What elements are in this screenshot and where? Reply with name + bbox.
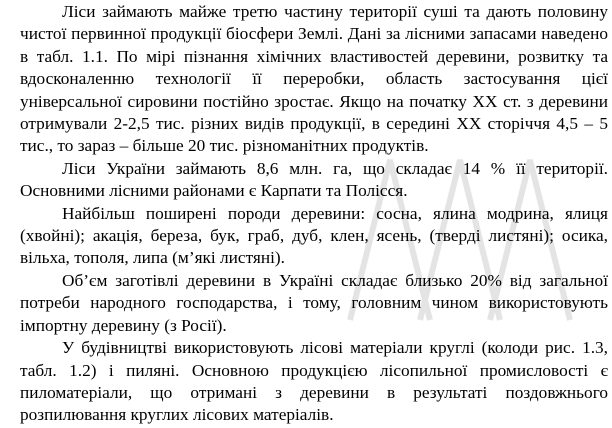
paragraph-harvest-volume: Об’єм заготівлі деревини в Україні складає близько 20% від загальної потреби народного господарства, і тому, головним чином використовують імпортну деревину (з Росії). <box>20 270 608 335</box>
document-body <box>20 1 608 427</box>
paragraph-construction-use: У будівництві використовують лісові матеріали круглі (колоди рис. 1.3, табл. 1.2) і пиляні. Основною продукцією лісопильної промисловості є пиломатеріали, що отримані з деревини в результаті поздовжнього розпилювання круглих лісових матеріалів. <box>20 338 608 425</box>
paragraph-forests-overview: Ліси займають майже третю частину території суші та дають половину чистої первинної продукції біосфери Землі. Дані за лісними запасами наведено в табл. 1.1. По мірі пізнання хімічних властивостей деревини, розвитку та вдосконаленню технології її переробки, область застосування цієї універсальної сировини постійно зростає. Якщо на початку ХХ ст. з деревини отримували 2-2,5 тис. різних видів продукції, в середині ХХ сторіччя 4,5 – 5 тис., то зараз – більше 20 тис. різноманітних продуктів. <box>20 2 608 156</box>
paragraph-wood-species: Найбільш поширені породи деревини: сосна, ялина модрина, ялиця (хвойні); акація, береза, бук, граб, дуб, клен, ясень, (тверді листяні); осика, вільха, тополя, липа (м’які листяні). <box>20 203 608 268</box>
paragraph-forests-ukraine: Ліси України займають 8,6 млн. га, що складає 14 % її території. Основними лісними районами є Карпати та Полісся. <box>20 158 608 201</box>
